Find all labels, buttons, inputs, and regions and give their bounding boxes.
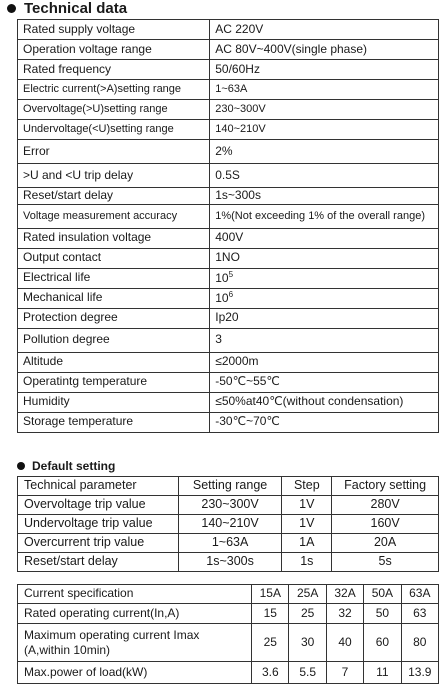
table-row (18, 40, 439, 60)
table-cell: Reset/start delay (18, 553, 179, 572)
param-label: Error (18, 140, 210, 164)
table-cell: 40 (326, 624, 363, 662)
table-cell: 1V (282, 515, 332, 534)
table-cell: 32 (326, 604, 363, 624)
technical-data-heading: Technical data (24, 0, 128, 17)
table-row (18, 268, 439, 288)
table-cell: Max.power of load(kW) (18, 662, 252, 684)
column-header: Step (282, 477, 332, 496)
table-cell: 1A (282, 534, 332, 553)
table-row (18, 228, 439, 248)
param-value-base: 10 (215, 270, 229, 285)
table-row (18, 392, 439, 412)
param-label: Humidity (18, 392, 210, 412)
column-header: Setting range (178, 477, 282, 496)
param-value: 50/60Hz (210, 60, 439, 80)
table-row (18, 288, 439, 308)
table-row (18, 553, 439, 572)
param-value: -50℃~55℃ (210, 372, 439, 392)
table-cell: Rated operating current(In,A) (18, 604, 252, 624)
param-value: 1~63A (210, 80, 439, 100)
column-header: 50A (364, 585, 401, 604)
param-value: -30℃~70℃ (210, 412, 439, 432)
param-label: Protection degree (18, 308, 210, 328)
current-specification-table (17, 584, 439, 684)
param-label: >U and <U trip delay (18, 164, 210, 188)
table-cell: Overvoltage trip value (18, 496, 179, 515)
param-label: Mechanical life (18, 288, 210, 308)
table-row (18, 204, 439, 228)
table-cell: 3.6 (252, 662, 289, 684)
param-value: Ip20 (210, 308, 439, 328)
table-cell: 25 (252, 624, 289, 662)
table-cell: 11 (364, 662, 401, 684)
column-header: Current specification (18, 585, 252, 604)
param-label: Undervoltage(<U)setting range (18, 120, 210, 140)
table-row (18, 248, 439, 268)
table-cell: 160V (332, 515, 439, 534)
param-value: ≤50%at40℃(without condensation) (210, 392, 439, 412)
param-label: Electrical life (18, 268, 210, 288)
table-row (18, 662, 439, 684)
param-value (210, 268, 439, 288)
table-row (18, 20, 439, 40)
table-cell: 30 (289, 624, 326, 662)
param-label: Reset/start delay (18, 188, 210, 205)
table-cell: Maximum operating current Imax (A,within 10min) (18, 624, 252, 662)
param-label: Output contact (18, 248, 210, 268)
table-row (18, 140, 439, 164)
param-value-base: 10 (215, 290, 229, 305)
table-header-row (18, 585, 439, 604)
table-cell: 7 (326, 662, 363, 684)
table-cell: 1s (282, 553, 332, 572)
param-value: AC 220V (210, 20, 439, 40)
param-value: 1s~300s (210, 188, 439, 205)
param-value-exponent: 6 (228, 289, 234, 299)
table-header-row (18, 477, 439, 496)
column-header: 15A (252, 585, 289, 604)
column-header: Technical parameter (18, 477, 179, 496)
param-value: AC 80V~400V(single phase) (210, 40, 439, 60)
table-cell: 230~300V (178, 496, 282, 515)
table-row (18, 328, 439, 352)
param-label: Electric current(>A)setting range (18, 80, 210, 100)
param-label: Pollution degree (18, 328, 210, 352)
table-cell: 1~63A (178, 534, 282, 553)
default-setting-title (17, 458, 115, 473)
param-value: 0.5S (210, 164, 439, 188)
param-label: Overvoltage(>U)setting range (18, 100, 210, 120)
param-value (210, 288, 439, 308)
table-cell: 5.5 (289, 662, 326, 684)
table-row (18, 60, 439, 80)
param-label: Altitude (18, 352, 210, 372)
table-row (18, 308, 439, 328)
table-cell: 1s~300s (178, 553, 282, 572)
param-value-exponent: 5 (228, 269, 234, 279)
param-value: 140~210V (210, 120, 439, 140)
param-label: Rated insulation voltage (18, 228, 210, 248)
table-row (18, 534, 439, 553)
column-header: Factory setting (332, 477, 439, 496)
table-cell: 60 (364, 624, 401, 662)
param-label: Rated supply voltage (18, 20, 210, 40)
table-cell: Overcurrent trip value (18, 534, 179, 553)
default-setting-table (17, 476, 439, 572)
table-row (18, 624, 439, 662)
param-label: Operation voltage range (18, 40, 210, 60)
table-cell: 15 (252, 604, 289, 624)
default-setting-heading: Default setting (32, 458, 116, 473)
column-header: 25A (289, 585, 326, 604)
table-row (18, 352, 439, 372)
table-row (18, 120, 439, 140)
table-row (18, 412, 439, 432)
param-value: 1NO (210, 248, 439, 268)
table-cell: 13.9 (401, 662, 438, 684)
table-row (18, 604, 439, 624)
table-row (18, 372, 439, 392)
table-row (18, 100, 439, 120)
param-value: 3 (210, 328, 439, 352)
table-cell: Undervoltage trip value (18, 515, 179, 534)
bullet-icon (7, 4, 16, 13)
table-cell: 20A (332, 534, 439, 553)
table-cell: 50 (364, 604, 401, 624)
param-value: 1%(Not exceeding 1% of the overall range) (210, 204, 439, 228)
table-row (18, 188, 439, 205)
table-row (18, 515, 439, 534)
param-value: ≤2000m (210, 352, 439, 372)
param-value: 2% (210, 140, 439, 164)
table-row (18, 496, 439, 515)
table-cell: 1V (282, 496, 332, 515)
table-cell: 140~210V (178, 515, 282, 534)
column-header: 63A (401, 585, 438, 604)
param-label: Operatintg temperature (18, 372, 210, 392)
table-row (18, 164, 439, 188)
table-row (18, 80, 439, 100)
param-value: 400V (210, 228, 439, 248)
table-cell: 63 (401, 604, 438, 624)
technical-data-title (7, 0, 127, 17)
bullet-icon (17, 462, 25, 470)
table-cell: 80 (401, 624, 438, 662)
table-cell: 280V (332, 496, 439, 515)
param-label: Voltage measurement accuracy (18, 204, 210, 228)
column-header: 32A (326, 585, 363, 604)
param-label: Rated frequency (18, 60, 210, 80)
table-cell: 5s (332, 553, 439, 572)
technical-data-table (17, 19, 439, 433)
table-cell: 25 (289, 604, 326, 624)
param-value: 230~300V (210, 100, 439, 120)
param-label: Storage temperature (18, 412, 210, 432)
